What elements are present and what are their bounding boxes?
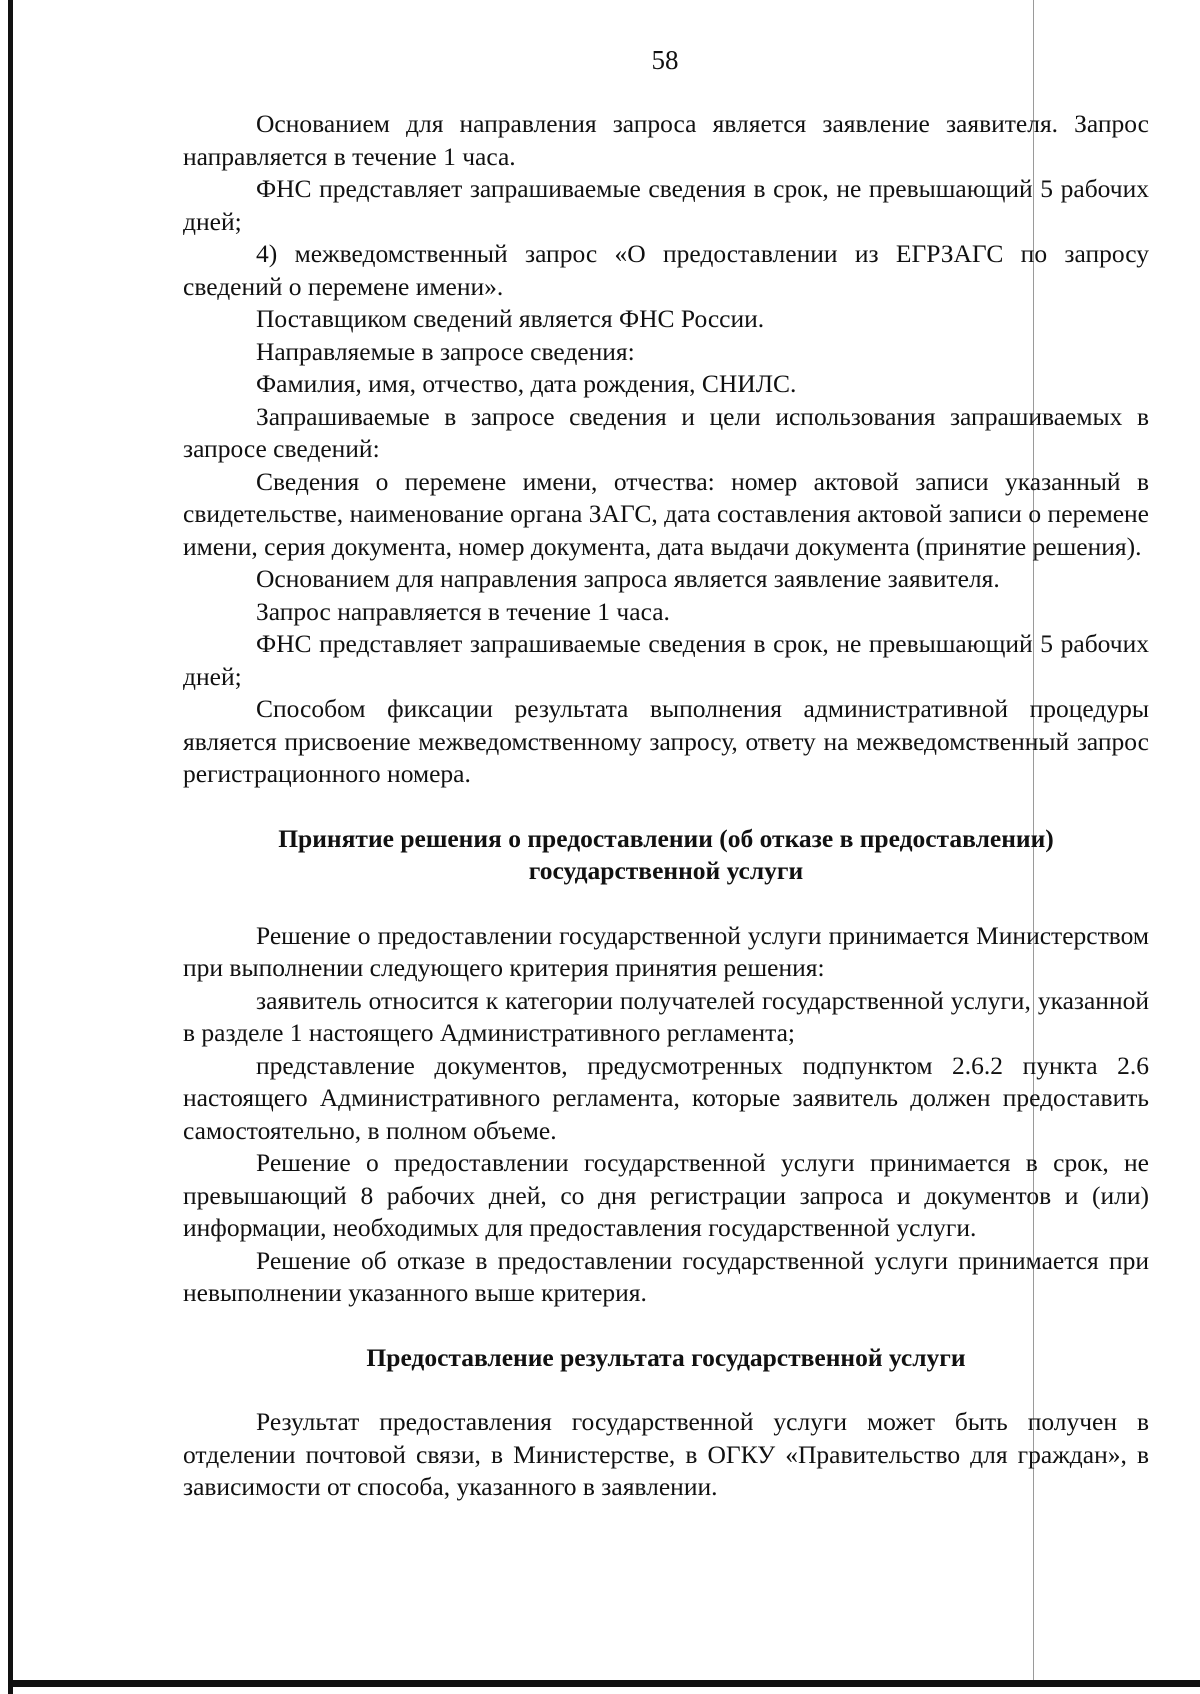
heading-line: Принятие решения о предоставлении (об отказе в предоставлении)	[278, 823, 1054, 853]
paragraph: ФНС представляет запрашиваемые сведения в срок, не превышающий 5 рабочих дней;	[183, 629, 1149, 691]
paragraph: Решение о предоставлении государственной услуги принимается в срок, не превышающий 8 рабочих дней, со дня регистрации запроса и документов и (или) информации, необходимых для предоставления государственной услуги.	[183, 1148, 1149, 1242]
section-heading-decision	[183, 823, 1149, 888]
paragraph: Решение об отказе в предоставлении государственной услуги принимается при невыполнении указанного выше критерия.	[183, 1245, 1149, 1307]
spacer	[183, 791, 1149, 823]
paragraph: представление документов, предусмотренных подпунктом 2.6.2 пункта 2.6 настоящего Административного регламента, которые заявитель должен предоставить самостоятельно, в полном объеме.	[183, 1050, 1149, 1145]
spacer	[183, 1310, 1149, 1342]
paragraph: Основанием для направления запроса является заявление заявителя. Запрос направляется в течение 1 часа.	[183, 109, 1149, 171]
spacer	[183, 888, 1149, 920]
paragraph: Решение о предоставлении государственной услуги принимается Министерством при выполнении следующего критерия принятия решения:	[183, 920, 1149, 982]
paragraph: Основанием для направления запроса является заявление заявителя.	[256, 564, 1000, 593]
paragraph: Поставщиком сведений является ФНС России.	[256, 304, 765, 333]
scan-border-bottom	[8, 1680, 1200, 1687]
scan-border-left	[8, 0, 13, 1694]
heading-line: государственной услуги	[528, 856, 804, 885]
paragraph: Фамилия, имя, отчество, дата рождения, СНИЛС.	[256, 369, 797, 398]
paragraph: Результат предоставления государственной услуги может быть получен в отделении почтовой связи, в Министерстве, в ОГКУ «Правительство для граждан», в зависимости от способа, указанного в заявлении.	[183, 1407, 1149, 1501]
paragraph: Сведения о перемене имени, отчества: номер актовой записи указанный в свидетельстве, наименование органа ЗАГС, дата составления актовой записи о перемене имени, серия документа, номер документа, дата выдачи документа (принятие решения).	[183, 466, 1149, 561]
paragraph: Направляемые в запросе сведения:	[256, 336, 635, 366]
paragraph: Запрашиваемые в запросе сведения и цели использования запрашиваемых в запросе сведений:	[183, 401, 1149, 463]
paragraph: заявитель относится к категории получателей государственной услуги, указанной в разделе 1 настоящего Административного регламента;	[183, 985, 1149, 1047]
paragraph: 4) межведомственный запрос «О предоставлении из ЕГРЗАГС по запросу сведений о перемене имени».	[183, 239, 1149, 301]
page-number: 58	[651, 45, 679, 75]
paragraph: Способом фиксации результата выполнения административной процедуры является присвоение межведомственному запросу, ответу на межведомственный запрос регистрационного номера.	[183, 694, 1149, 788]
spacer	[183, 1374, 1149, 1406]
section-heading-result: Предоставление результата государственной услуги	[366, 1342, 966, 1372]
paragraph: ФНС представляет запрашиваемые сведения в срок, не превышающий 5 рабочих дней;	[183, 174, 1149, 236]
document-body	[183, 108, 1149, 1504]
paragraph: Запрос направляется в течение 1 часа.	[256, 596, 670, 626]
